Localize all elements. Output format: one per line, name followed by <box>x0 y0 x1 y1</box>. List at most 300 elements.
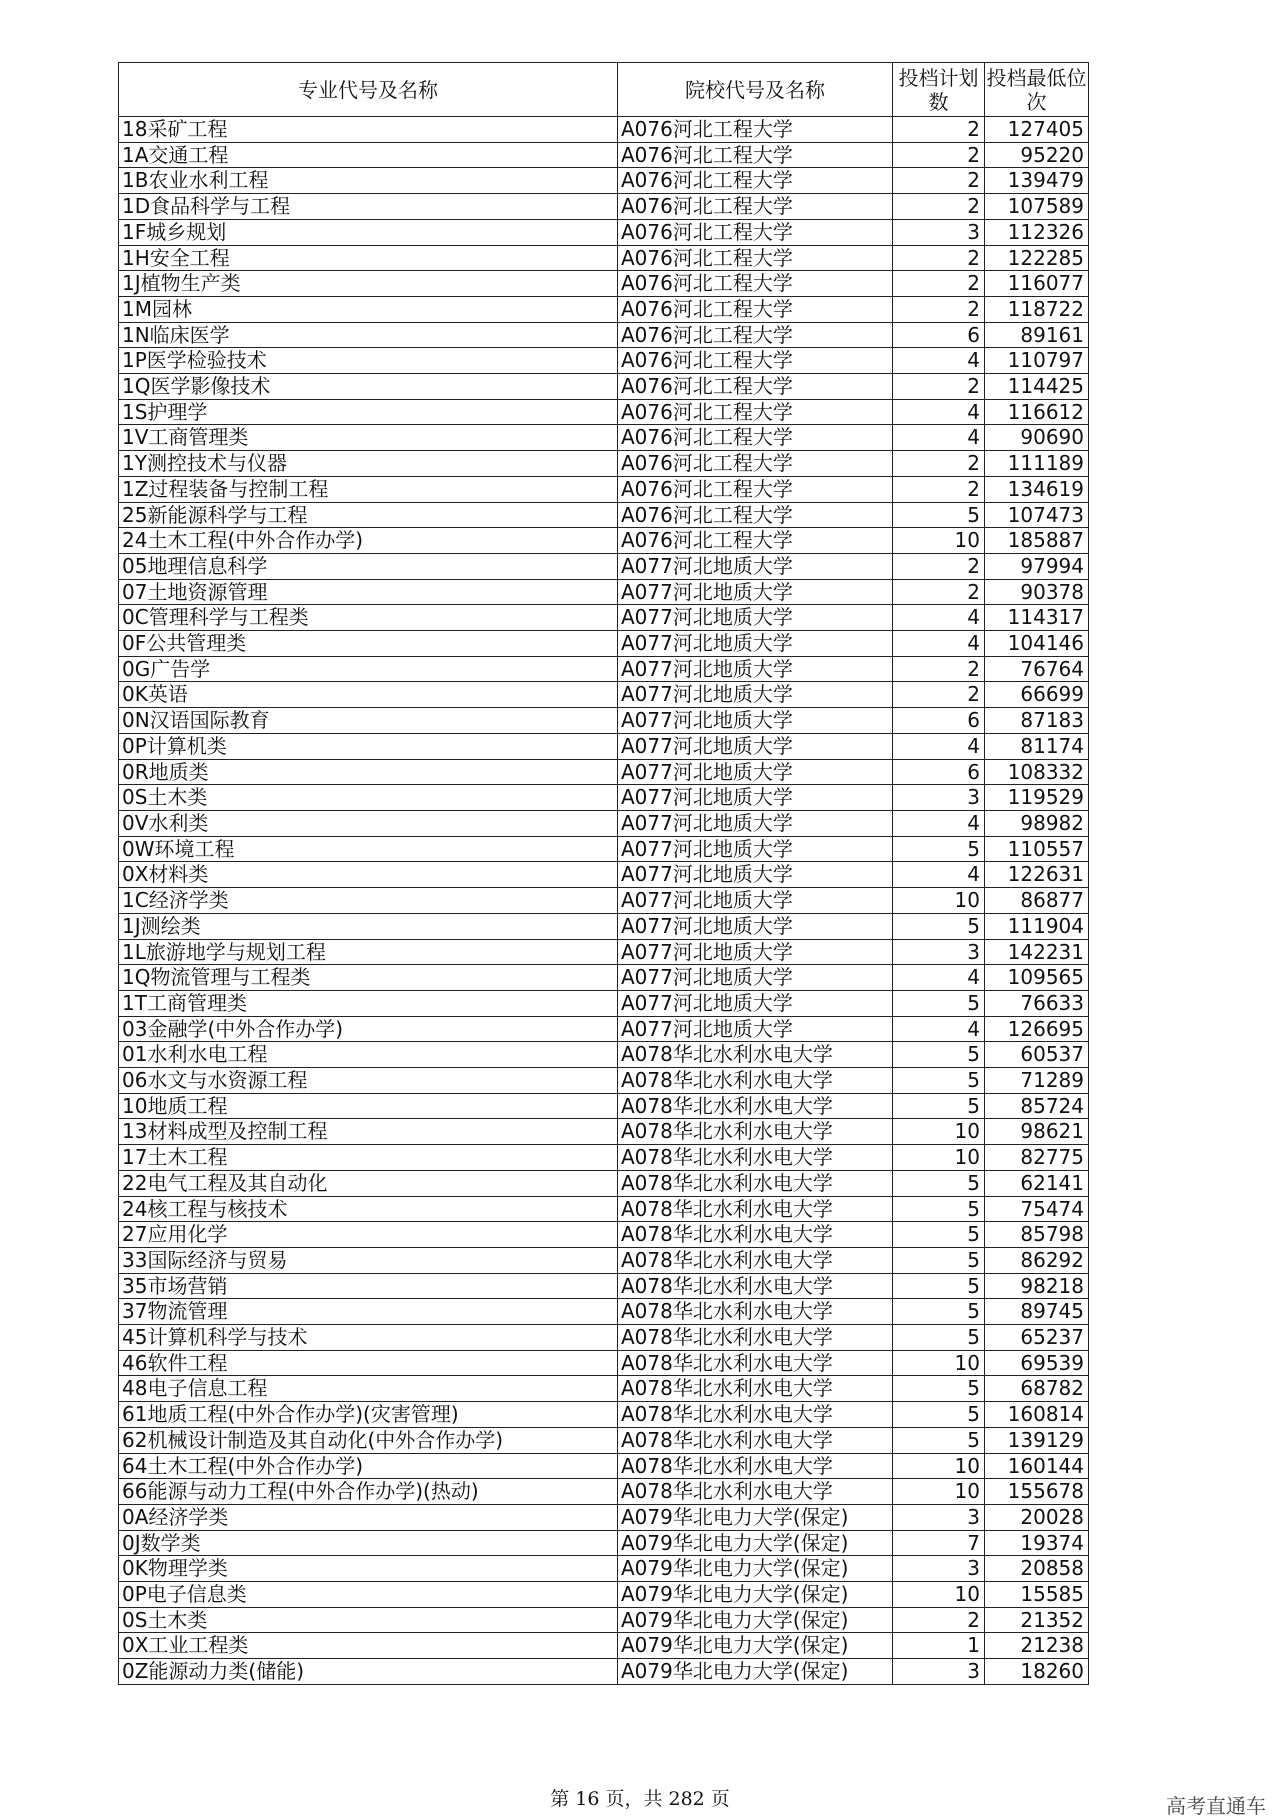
cell-rank: 95220 <box>985 142 1089 168</box>
cell-plan: 2 <box>893 142 985 168</box>
cell-plan: 10 <box>893 528 985 554</box>
cell-major: 0K英语 <box>119 682 618 708</box>
cell-plan: 4 <box>893 399 985 425</box>
cell-major: 1B农业水利工程 <box>119 168 618 194</box>
cell-rank: 142231 <box>985 939 1089 965</box>
cell-school: A076河北工程大学 <box>618 502 893 528</box>
cell-rank: 109565 <box>985 965 1089 991</box>
cell-school: A078华北水利水电大学 <box>618 1479 893 1505</box>
cell-school: A077河北地质大学 <box>618 682 893 708</box>
cell-major: 1L旅游地学与规划工程 <box>119 939 618 965</box>
table-row <box>119 605 1089 631</box>
cell-plan: 5 <box>893 1093 985 1119</box>
cell-rank: 86292 <box>985 1247 1089 1273</box>
cell-plan: 3 <box>893 1556 985 1582</box>
table-row <box>119 322 1089 348</box>
table-row <box>119 1633 1089 1659</box>
cell-plan: 5 <box>893 502 985 528</box>
cell-school: A076河北工程大学 <box>618 528 893 554</box>
cell-plan: 3 <box>893 1504 985 1530</box>
cell-plan: 2 <box>893 296 985 322</box>
cell-plan: 2 <box>893 451 985 477</box>
cell-school: A078华北水利水电大学 <box>618 1402 893 1428</box>
cell-major: 1D食品科学与工程 <box>119 194 618 220</box>
cell-plan: 10 <box>893 1582 985 1608</box>
cell-school: A076河北工程大学 <box>618 271 893 297</box>
cell-rank: 116077 <box>985 271 1089 297</box>
cell-rank: 97994 <box>985 553 1089 579</box>
cell-major: 0X工业工程类 <box>119 1633 618 1659</box>
table-row <box>119 142 1089 168</box>
cell-rank: 122285 <box>985 245 1089 271</box>
cell-school: A076河北工程大学 <box>618 322 893 348</box>
cell-rank: 65237 <box>985 1325 1089 1351</box>
cell-school: A077河北地质大学 <box>618 656 893 682</box>
cell-major: 1Q物流管理与工程类 <box>119 965 618 991</box>
table-row <box>119 708 1089 734</box>
table-body <box>119 117 1089 1685</box>
cell-major: 1P医学检验技术 <box>119 348 618 374</box>
cell-school: A078华北水利水电大学 <box>618 1299 893 1325</box>
cell-rank: 126695 <box>985 1016 1089 1042</box>
table-row <box>119 862 1089 888</box>
table-row <box>119 528 1089 554</box>
cell-rank: 66699 <box>985 682 1089 708</box>
cell-rank: 107473 <box>985 502 1089 528</box>
cell-major: 0V水利类 <box>119 810 618 836</box>
cell-plan: 5 <box>893 1273 985 1299</box>
cell-rank: 155678 <box>985 1479 1089 1505</box>
cell-rank: 81174 <box>985 733 1089 759</box>
table-row <box>119 399 1089 425</box>
table-row <box>119 1068 1089 1094</box>
cell-plan: 3 <box>893 219 985 245</box>
cell-major: 0A经济学类 <box>119 1504 618 1530</box>
cell-school: A079华北电力大学(保定) <box>618 1607 893 1633</box>
table-row <box>119 1556 1089 1582</box>
table-row <box>119 1299 1089 1325</box>
table-row <box>119 759 1089 785</box>
cell-school: A077河北地质大学 <box>618 785 893 811</box>
cell-major: 0K物理学类 <box>119 1556 618 1582</box>
cell-plan: 5 <box>893 1042 985 1068</box>
cell-major: 1H安全工程 <box>119 245 618 271</box>
header-school: 院校代号及名称 <box>618 63 893 117</box>
cell-major: 05地理信息科学 <box>119 553 618 579</box>
cell-plan: 5 <box>893 836 985 862</box>
cell-plan: 2 <box>893 553 985 579</box>
cell-school: A078华北水利水电大学 <box>618 1376 893 1402</box>
cell-school: A077河北地质大学 <box>618 836 893 862</box>
cell-plan: 4 <box>893 348 985 374</box>
cell-plan: 5 <box>893 913 985 939</box>
cell-major: 0F公共管理类 <box>119 631 618 657</box>
table-row <box>119 1325 1089 1351</box>
cell-rank: 76633 <box>985 990 1089 1016</box>
cell-rank: 87183 <box>985 708 1089 734</box>
table-row <box>119 374 1089 400</box>
admission-table <box>118 62 1089 1685</box>
table-row <box>119 1402 1089 1428</box>
cell-major: 0W环境工程 <box>119 836 618 862</box>
cell-school: A078华北水利水电大学 <box>618 1453 893 1479</box>
cell-rank: 112326 <box>985 219 1089 245</box>
watermark: 高考直通车 <box>1166 1794 1266 1818</box>
table-row <box>119 451 1089 477</box>
cell-school: A076河北工程大学 <box>618 374 893 400</box>
page-number: 第 16 页，共 282 页 <box>550 1788 730 1810</box>
cell-school: A078华北水利水电大学 <box>618 1170 893 1196</box>
cell-plan: 4 <box>893 733 985 759</box>
cell-major: 0X材料类 <box>119 862 618 888</box>
cell-plan: 5 <box>893 1299 985 1325</box>
cell-major: 18采矿工程 <box>119 117 618 143</box>
cell-rank: 139479 <box>985 168 1089 194</box>
table-row <box>119 553 1089 579</box>
table-row <box>119 1145 1089 1171</box>
table-row <box>119 1042 1089 1068</box>
cell-school: A077河北地质大学 <box>618 965 893 991</box>
table-row <box>119 1222 1089 1248</box>
cell-plan: 2 <box>893 168 985 194</box>
cell-major: 0C管理科学与工程类 <box>119 605 618 631</box>
cell-school: A076河北工程大学 <box>618 451 893 477</box>
table-row <box>119 1530 1089 1556</box>
cell-major: 17土木工程 <box>119 1145 618 1171</box>
cell-rank: 160814 <box>985 1402 1089 1428</box>
cell-school: A077河北地质大学 <box>618 553 893 579</box>
cell-major: 0R地质类 <box>119 759 618 785</box>
cell-school: A078华北水利水电大学 <box>618 1350 893 1376</box>
cell-school: A077河北地质大学 <box>618 888 893 914</box>
cell-school: A076河北工程大学 <box>618 476 893 502</box>
table-row <box>119 348 1089 374</box>
cell-major: 66能源与动力工程(中外合作办学)(热动) <box>119 1479 618 1505</box>
cell-school: A078华北水利水电大学 <box>618 1222 893 1248</box>
cell-plan: 2 <box>893 656 985 682</box>
cell-major: 1Q医学影像技术 <box>119 374 618 400</box>
cell-major: 1Z过程装备与控制工程 <box>119 476 618 502</box>
cell-school: A078华北水利水电大学 <box>618 1273 893 1299</box>
cell-major: 0P计算机类 <box>119 733 618 759</box>
cell-plan: 7 <box>893 1530 985 1556</box>
cell-plan: 4 <box>893 810 985 836</box>
cell-plan: 5 <box>893 1196 985 1222</box>
cell-rank: 98218 <box>985 1273 1089 1299</box>
cell-major: 27应用化学 <box>119 1222 618 1248</box>
cell-major: 37物流管理 <box>119 1299 618 1325</box>
cell-school: A077河北地质大学 <box>618 733 893 759</box>
cell-school: A078华北水利水电大学 <box>618 1427 893 1453</box>
cell-plan: 5 <box>893 990 985 1016</box>
cell-rank: 86877 <box>985 888 1089 914</box>
cell-rank: 185887 <box>985 528 1089 554</box>
cell-rank: 90378 <box>985 579 1089 605</box>
cell-school: A077河北地质大学 <box>618 759 893 785</box>
cell-school: A077河北地质大学 <box>618 708 893 734</box>
cell-rank: 75474 <box>985 1196 1089 1222</box>
cell-major: 0J数学类 <box>119 1530 618 1556</box>
cell-rank: 104146 <box>985 631 1089 657</box>
cell-plan: 4 <box>893 425 985 451</box>
cell-school: A076河北工程大学 <box>618 117 893 143</box>
table-row <box>119 168 1089 194</box>
cell-school: A077河北地质大学 <box>618 913 893 939</box>
cell-major: 46软件工程 <box>119 1350 618 1376</box>
cell-rank: 116612 <box>985 399 1089 425</box>
cell-plan: 6 <box>893 708 985 734</box>
cell-plan: 2 <box>893 476 985 502</box>
cell-rank: 134619 <box>985 476 1089 502</box>
cell-rank: 69539 <box>985 1350 1089 1376</box>
cell-rank: 85798 <box>985 1222 1089 1248</box>
cell-rank: 89161 <box>985 322 1089 348</box>
table-row <box>119 682 1089 708</box>
cell-school: A076河北工程大学 <box>618 168 893 194</box>
cell-rank: 127405 <box>985 117 1089 143</box>
header-major: 专业代号及名称 <box>119 63 618 117</box>
cell-major: 0S土木类 <box>119 1607 618 1633</box>
cell-school: A078华北水利水电大学 <box>618 1068 893 1094</box>
table-row <box>119 425 1089 451</box>
cell-school: A078华北水利水电大学 <box>618 1325 893 1351</box>
cell-rank: 114425 <box>985 374 1089 400</box>
cell-rank: 114317 <box>985 605 1089 631</box>
cell-rank: 82775 <box>985 1145 1089 1171</box>
cell-plan: 5 <box>893 1427 985 1453</box>
cell-plan: 5 <box>893 1376 985 1402</box>
cell-major: 1V工商管理类 <box>119 425 618 451</box>
cell-rank: 110557 <box>985 836 1089 862</box>
cell-major: 0S土木类 <box>119 785 618 811</box>
cell-plan: 10 <box>893 1145 985 1171</box>
table-row <box>119 733 1089 759</box>
cell-major: 62机械设计制造及其自动化(中外合作办学) <box>119 1427 618 1453</box>
table-row <box>119 1350 1089 1376</box>
table-row <box>119 836 1089 862</box>
cell-school: A078华北水利水电大学 <box>618 1145 893 1171</box>
cell-plan: 4 <box>893 1016 985 1042</box>
cell-rank: 118722 <box>985 296 1089 322</box>
table-row <box>119 888 1089 914</box>
cell-plan: 3 <box>893 785 985 811</box>
cell-major: 25新能源科学与工程 <box>119 502 618 528</box>
table-row <box>119 1607 1089 1633</box>
cell-rank: 111904 <box>985 913 1089 939</box>
cell-plan: 5 <box>893 1325 985 1351</box>
cell-rank: 18260 <box>985 1659 1089 1685</box>
table-row <box>119 502 1089 528</box>
cell-major: 1C经济学类 <box>119 888 618 914</box>
cell-school: A077河北地质大学 <box>618 939 893 965</box>
table-row <box>119 296 1089 322</box>
cell-major: 1F城乡规划 <box>119 219 618 245</box>
cell-major: 01水利水电工程 <box>119 1042 618 1068</box>
cell-rank: 21238 <box>985 1633 1089 1659</box>
cell-school: A077河北地质大学 <box>618 605 893 631</box>
cell-school: A077河北地质大学 <box>618 990 893 1016</box>
cell-major: 13材料成型及控制工程 <box>119 1119 618 1145</box>
cell-major: 0P电子信息类 <box>119 1582 618 1608</box>
cell-major: 1T工商管理类 <box>119 990 618 1016</box>
cell-major: 06水文与水资源工程 <box>119 1068 618 1094</box>
table-row <box>119 219 1089 245</box>
cell-plan: 4 <box>893 605 985 631</box>
cell-major: 1N临床医学 <box>119 322 618 348</box>
cell-plan: 5 <box>893 1402 985 1428</box>
cell-major: 07土地资源管理 <box>119 579 618 605</box>
cell-major: 35市场营销 <box>119 1273 618 1299</box>
table-row <box>119 1453 1089 1479</box>
cell-school: A076河北工程大学 <box>618 425 893 451</box>
header-rank: 投档最低位次 <box>985 63 1089 117</box>
table-row <box>119 656 1089 682</box>
cell-plan: 5 <box>893 1068 985 1094</box>
cell-school: A078华北水利水电大学 <box>618 1196 893 1222</box>
cell-rank: 60537 <box>985 1042 1089 1068</box>
cell-plan: 2 <box>893 117 985 143</box>
cell-rank: 20028 <box>985 1504 1089 1530</box>
table-row <box>119 194 1089 220</box>
cell-major: 03金融学(中外合作办学) <box>119 1016 618 1042</box>
cell-plan: 2 <box>893 579 985 605</box>
cell-rank: 139129 <box>985 1427 1089 1453</box>
cell-school: A076河北工程大学 <box>618 348 893 374</box>
cell-school: A079华北电力大学(保定) <box>618 1504 893 1530</box>
table-row <box>119 1170 1089 1196</box>
table-row <box>119 1427 1089 1453</box>
cell-school: A076河北工程大学 <box>618 399 893 425</box>
cell-school: A077河北地质大学 <box>618 862 893 888</box>
cell-major: 1Y测控技术与仪器 <box>119 451 618 477</box>
cell-school: A078华北水利水电大学 <box>618 1093 893 1119</box>
table-row <box>119 1659 1089 1685</box>
cell-plan: 2 <box>893 1607 985 1633</box>
cell-school: A076河北工程大学 <box>618 296 893 322</box>
cell-plan: 3 <box>893 939 985 965</box>
cell-plan: 2 <box>893 194 985 220</box>
cell-major: 48电子信息工程 <box>119 1376 618 1402</box>
table-row <box>119 1119 1089 1145</box>
cell-major: 33国际经济与贸易 <box>119 1247 618 1273</box>
cell-plan: 10 <box>893 1350 985 1376</box>
table-row <box>119 1196 1089 1222</box>
cell-major: 64土木工程(中外合作办学) <box>119 1453 618 1479</box>
cell-plan: 3 <box>893 1659 985 1685</box>
table-row <box>119 579 1089 605</box>
cell-rank: 98982 <box>985 810 1089 836</box>
table-row <box>119 631 1089 657</box>
cell-rank: 85724 <box>985 1093 1089 1119</box>
cell-major: 1S护理学 <box>119 399 618 425</box>
cell-school: A079华北电力大学(保定) <box>618 1556 893 1582</box>
cell-major: 10地质工程 <box>119 1093 618 1119</box>
table-row <box>119 785 1089 811</box>
cell-rank: 68782 <box>985 1376 1089 1402</box>
cell-plan: 4 <box>893 965 985 991</box>
cell-major: 1J植物生产类 <box>119 271 618 297</box>
cell-rank: 21352 <box>985 1607 1089 1633</box>
cell-school: A076河北工程大学 <box>618 219 893 245</box>
table-row <box>119 1376 1089 1402</box>
cell-plan: 4 <box>893 631 985 657</box>
table-row <box>119 271 1089 297</box>
cell-plan: 2 <box>893 374 985 400</box>
cell-plan: 10 <box>893 1479 985 1505</box>
cell-school: A076河北工程大学 <box>618 245 893 271</box>
cell-plan: 5 <box>893 1247 985 1273</box>
cell-rank: 90690 <box>985 425 1089 451</box>
cell-rank: 110797 <box>985 348 1089 374</box>
table-row <box>119 810 1089 836</box>
cell-rank: 98621 <box>985 1119 1089 1145</box>
cell-plan: 5 <box>893 1222 985 1248</box>
cell-plan: 6 <box>893 759 985 785</box>
cell-major: 24土木工程(中外合作办学) <box>119 528 618 554</box>
cell-school: A077河北地质大学 <box>618 810 893 836</box>
cell-major: 24核工程与核技术 <box>119 1196 618 1222</box>
cell-school: A077河北地质大学 <box>618 631 893 657</box>
cell-major: 0G广告学 <box>119 656 618 682</box>
cell-school: A077河北地质大学 <box>618 579 893 605</box>
cell-major: 45计算机科学与技术 <box>119 1325 618 1351</box>
cell-plan: 10 <box>893 1453 985 1479</box>
cell-rank: 76764 <box>985 656 1089 682</box>
cell-plan: 10 <box>893 1119 985 1145</box>
cell-school: A076河北工程大学 <box>618 142 893 168</box>
cell-plan: 10 <box>893 888 985 914</box>
table-row <box>119 990 1089 1016</box>
cell-school: A079华北电力大学(保定) <box>618 1530 893 1556</box>
cell-rank: 122631 <box>985 862 1089 888</box>
cell-rank: 108332 <box>985 759 1089 785</box>
table-row <box>119 1093 1089 1119</box>
table-row <box>119 1582 1089 1608</box>
cell-plan: 4 <box>893 862 985 888</box>
header-plan: 投档计划数 <box>893 63 985 117</box>
table-row <box>119 965 1089 991</box>
cell-rank: 15585 <box>985 1582 1089 1608</box>
cell-rank: 111189 <box>985 451 1089 477</box>
cell-plan: 2 <box>893 245 985 271</box>
cell-major: 1J测绘类 <box>119 913 618 939</box>
cell-plan: 2 <box>893 271 985 297</box>
cell-plan: 5 <box>893 1170 985 1196</box>
table-row <box>119 1016 1089 1042</box>
cell-school: A079华北电力大学(保定) <box>618 1633 893 1659</box>
cell-plan: 1 <box>893 1633 985 1659</box>
table-row <box>119 913 1089 939</box>
table-row <box>119 939 1089 965</box>
cell-plan: 2 <box>893 682 985 708</box>
cell-school: A076河北工程大学 <box>618 194 893 220</box>
cell-plan: 6 <box>893 322 985 348</box>
cell-major: 22电气工程及其自动化 <box>119 1170 618 1196</box>
table-row <box>119 1479 1089 1505</box>
table-row <box>119 1504 1089 1530</box>
cell-rank: 107589 <box>985 194 1089 220</box>
table-header-row <box>119 63 1089 117</box>
cell-rank: 19374 <box>985 1530 1089 1556</box>
cell-school: A078华北水利水电大学 <box>618 1042 893 1068</box>
cell-rank: 20858 <box>985 1556 1089 1582</box>
cell-school: A079华北电力大学(保定) <box>618 1582 893 1608</box>
table-row <box>119 245 1089 271</box>
cell-rank: 119529 <box>985 785 1089 811</box>
cell-school: A079华北电力大学(保定) <box>618 1659 893 1685</box>
table-row <box>119 1273 1089 1299</box>
cell-rank: 160144 <box>985 1453 1089 1479</box>
